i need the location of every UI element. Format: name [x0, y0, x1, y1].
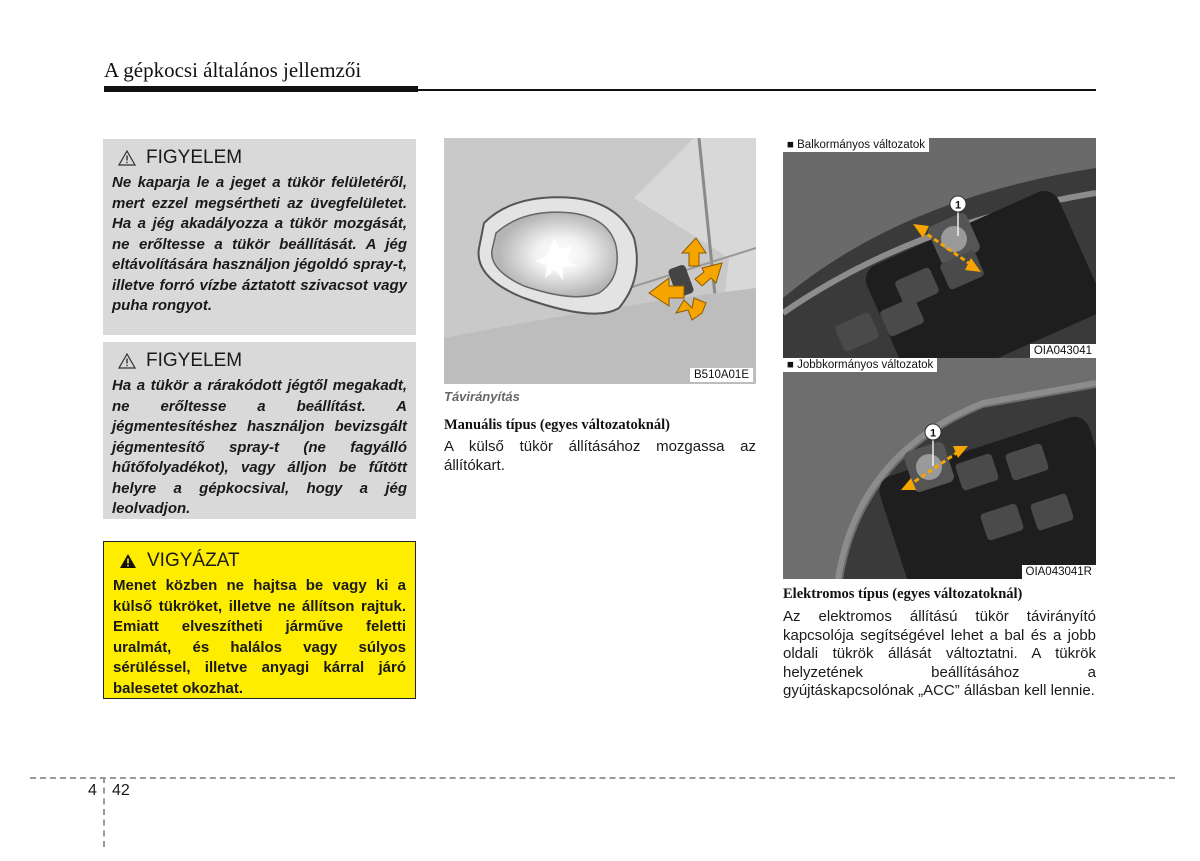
caution-text: Menet közben ne hajtsa be vagy ki a külső tükröket, illetve ne állítson rajtuk. Emiatt elveszítheti járműve feletti uralmát, és halálos vagy súlyos sérüléssel, illetve anyagi kárral járó balesetet okozhat. — [113, 577, 406, 697]
warning-box-frozen-mirror — [103, 342, 416, 519]
figure-code: OIA043041 — [1030, 344, 1096, 358]
warning-text: Ne kaparja le a jeget a tükör felületéről, mert ezzel megsértheti az üvegfelületet. Ha a jég akadályozza a tükör mozgását, ne erőltesse a tükör beállítását. A jég eltávolítására használjon jégoldó spray-t, illetve forró vízbe áztatott szivacsot vagy puha rongyot. — [112, 174, 407, 314]
warning-box-ice-scraping — [103, 139, 416, 335]
caution-triangle-icon — [119, 553, 137, 569]
lhd-switch-drawing — [783, 138, 1096, 358]
lhd-variant-tag: ■ Balkormányos változatok — [783, 138, 929, 152]
lhd-switch-illustration — [783, 138, 1096, 358]
caution-heading: VIGYÁZAT — [147, 550, 240, 571]
caution-heading-row — [119, 550, 406, 572]
callout-number-1: 1 — [929, 427, 937, 440]
chapter-number: 4 — [88, 782, 97, 799]
electric-type-heading: Elektromos típus (egyes változatoknál) — [783, 586, 1023, 602]
figure-caption: Távirányítás — [444, 389, 520, 404]
manual-type-heading: Manuális típus (egyes változatoknál) — [444, 417, 670, 433]
figure-code: B510A01E — [690, 368, 753, 382]
electric-type-text: Az elektromos állítású tükör távirányító kapcsolója segítségével lehet a bal és a jobb oldali tükrök állását változtatni. A tükrök helyzetének beállításához a gyújtáskapcsolónak „ACC” állásban kell lennie. — [783, 608, 1096, 699]
side-mirror-drawing — [444, 138, 756, 384]
manual-mirror-illustration — [444, 138, 756, 384]
header-rule-thick — [104, 86, 418, 92]
warning-heading: FIGYELEM — [146, 350, 243, 371]
manual-type-text: A külső tükör állításához mozgassa az állítókart. — [444, 438, 756, 474]
warning-triangle-icon — [118, 150, 136, 166]
page-header-title: A gépkocsi általános jellemzői — [104, 58, 362, 82]
warning-triangle-icon — [118, 353, 136, 369]
caution-box — [103, 541, 416, 699]
warning-heading: FIGYELEM — [146, 147, 243, 168]
rhd-switch-illustration — [783, 358, 1096, 579]
footer-dashed-divider — [103, 777, 105, 847]
header-rule-thin — [418, 89, 1096, 91]
figure-code: OIA043041R — [1022, 565, 1097, 579]
callout-number-1: 1 — [954, 199, 962, 212]
warning-heading-row — [118, 147, 407, 169]
warning-text: Ha a tükör a rárakódott jégtől megakadt, ne erőltesse a beállítást. A jégmentesítéshez használjon bevizsgált jégmentesítő spray-t (ne fagyálló hűtőfolyadékot), vagy álljon be fűtött helyre a gépkocsival, hogy a jég leolvadjon. — [112, 377, 407, 517]
warning-heading-row — [118, 350, 407, 372]
rhd-switch-drawing — [783, 358, 1096, 579]
rhd-variant-tag: ■ Jobbkormányos változatok — [783, 358, 937, 372]
page-number: 42 — [112, 782, 130, 799]
footer-dashed-rule — [30, 777, 1175, 779]
